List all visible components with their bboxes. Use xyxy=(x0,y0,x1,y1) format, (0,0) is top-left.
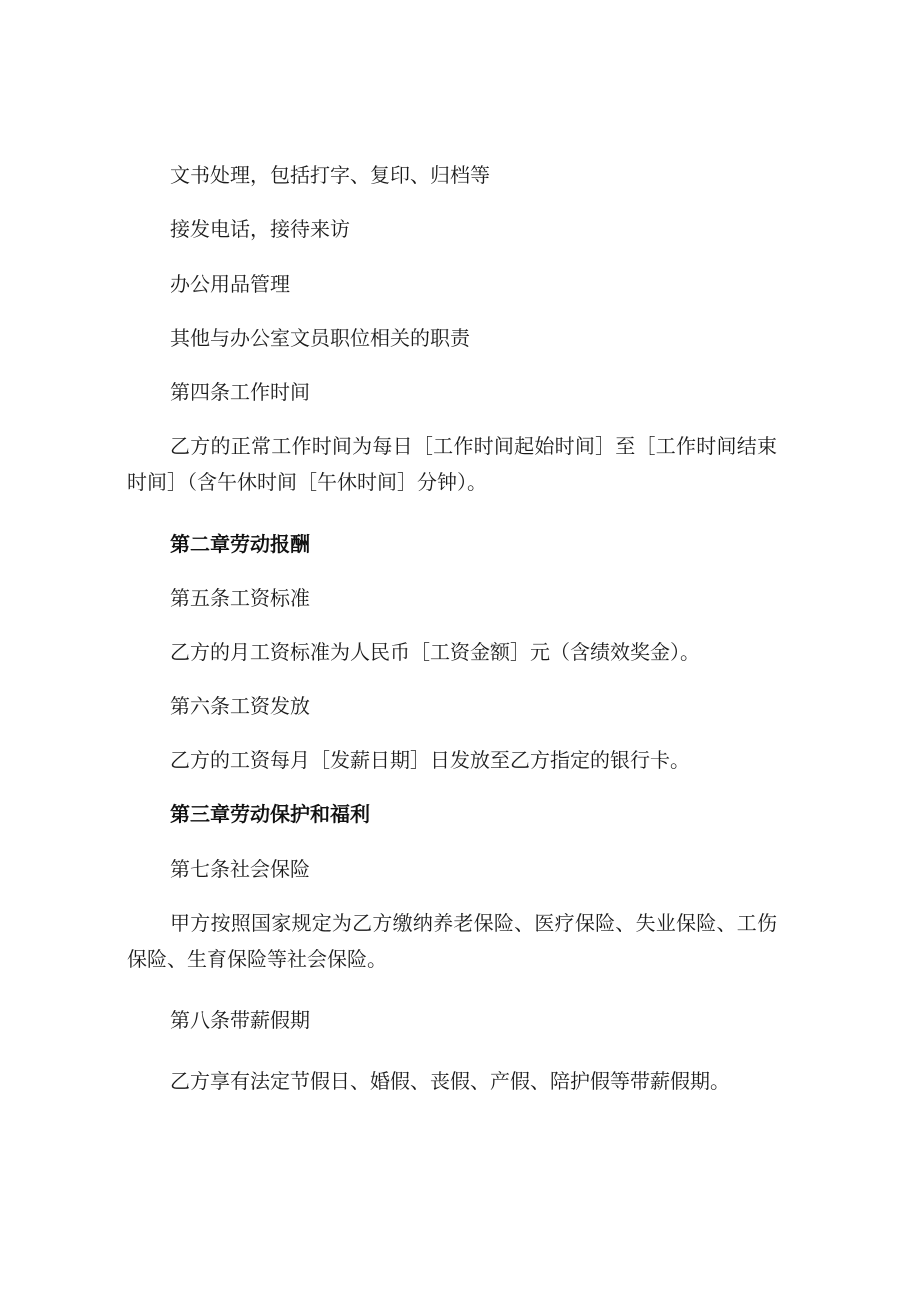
chapter-title: 第二章劳动报酬 xyxy=(170,532,310,556)
article-body: 乙方的月工资标准为人民币［工资金额］元（含绩效奖金）。 xyxy=(170,640,700,664)
article-title: 第五条工资标准 xyxy=(170,586,310,610)
article-body: 甲方按照国家规定为乙方缴纳养老保险、医疗保险、失业保险、工伤保险、生育保险等社会保险。 xyxy=(127,911,777,971)
duty-item: 其他与办公室文员职位相关的职责 xyxy=(170,326,470,350)
article-body: 乙方的工资每月［发薪日期］日发放至乙方指定的银行卡。 xyxy=(170,748,690,772)
duty-item: 文书处理，包括打字、复印、归档等 xyxy=(170,163,490,187)
article-title: 第七条社会保险 xyxy=(170,857,310,881)
article-title: 第四条工作时间 xyxy=(170,380,310,404)
article-title: 第八条带薪假期 xyxy=(170,1008,310,1032)
article-title: 第六条工资发放 xyxy=(170,694,310,718)
duty-item: 办公用品管理 xyxy=(170,272,290,296)
article-body: 乙方的正常工作时间为每日［工作时间起始时间］至［工作时间结束时间］（含午休时间［午休时间］分钟）。 xyxy=(127,434,777,494)
chapter-title: 第三章劳动保护和福利 xyxy=(170,802,370,826)
article-body: 乙方享有法定节假日、婚假、丧假、产假、陪护假等带薪假期。 xyxy=(170,1069,730,1093)
duty-item: 接发电话，接待来访 xyxy=(170,217,350,241)
